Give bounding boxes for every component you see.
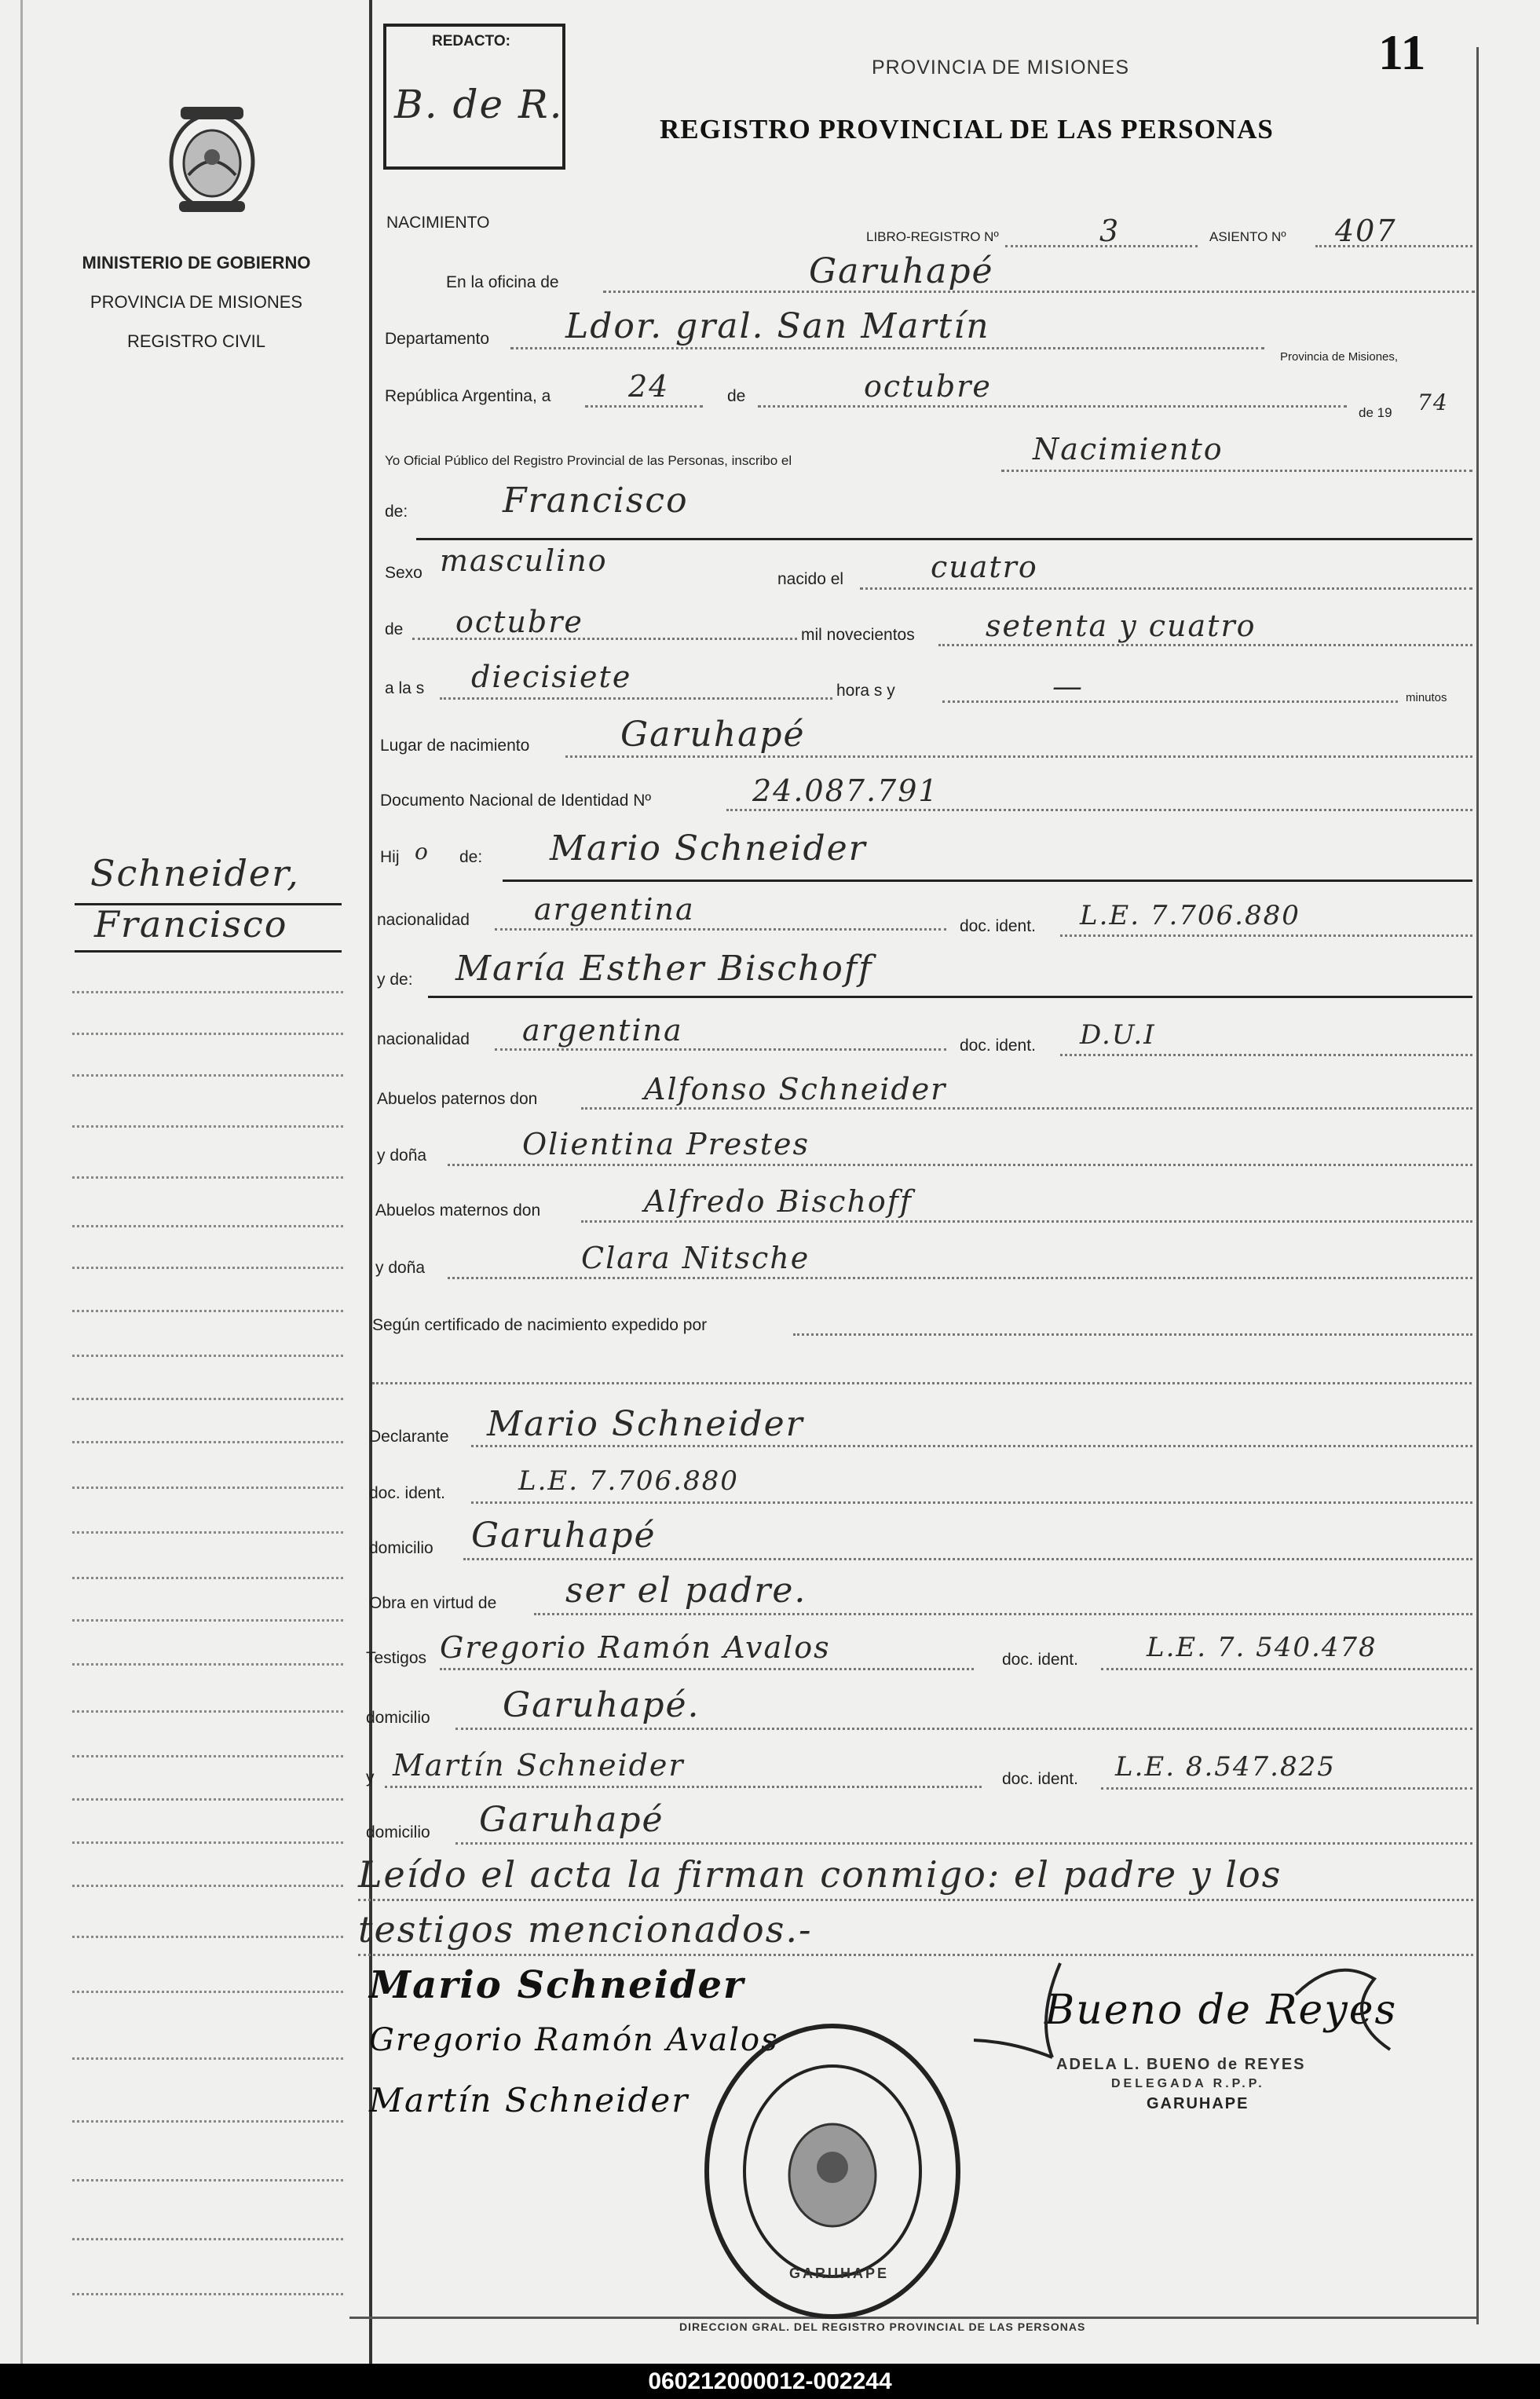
coat-of-arms-icon [157,101,267,218]
abmat-line [581,1220,1472,1223]
anio-label: de 19 [1359,405,1392,420]
segun-line-2 [372,1382,1472,1384]
doc2-label: doc. ident. [960,1037,1036,1055]
margin-line [72,1577,343,1579]
obra-line [534,1613,1472,1615]
dom2-line [455,1728,1472,1730]
abpat-line [581,1107,1472,1110]
obra-label: Obra en virtud de [369,1594,497,1612]
nombre-value: Francisco [503,481,689,521]
sexo-label: Sexo [385,564,422,582]
lugar-value: Garuhapé [620,715,806,755]
leido-line-2: testigos mencionados.- [358,1908,813,1951]
testigos-label: Testigos [366,1649,427,1667]
tdoc2-label: doc. ident. [1002,1770,1078,1788]
oficina-label: En la oficina de [446,273,559,291]
dom2-value: Garuhapé. [503,1685,700,1725]
leido-dots-1 [358,1899,1473,1901]
margin-line [72,1225,343,1227]
margin-line [72,1398,343,1400]
leido-line-1: Leído el acta la firman conmigo: el padre y los [358,1853,1282,1896]
seal-bottom-text: GARUHAPE [789,2266,890,2281]
de2-label: de: [385,503,408,521]
y-label: y [366,1768,375,1786]
margin-line [72,2238,343,2240]
margin-line [72,1310,343,1312]
nac2-label: nacionalidad [377,1030,470,1048]
hora-line [440,697,832,700]
left-spine-line [20,0,23,2364]
margin-line [72,1033,343,1035]
margin-line [72,2293,343,2295]
hijo-label-b: de: [459,848,483,866]
nacido-value: cuatro [931,550,1038,584]
header-registry: REGISTRO PROVINCIAL DE LAS PERSONAS [660,114,1274,144]
ydona1-label: y doña [377,1146,427,1165]
asiento-label: ASIENTO Nº [1209,229,1286,244]
dom1-line [463,1558,1472,1560]
nombre-line [416,538,1472,540]
hijo-label-a: Hij [380,848,400,866]
doc1-label: doc. ident. [960,917,1036,935]
de-label: de [727,387,746,405]
ydona1-value: Olientina Prestes [522,1127,810,1161]
decdoc-line [471,1501,1472,1504]
margin-line [72,1798,343,1801]
decdoc-value: L.E. 7.706.880 [518,1465,739,1497]
departamento-label: Departamento [385,330,490,348]
madre-value: María Esther Bischoff [455,949,873,989]
decdoc-label: doc. ident. [369,1484,445,1502]
margin-line [72,1355,343,1357]
oficina-value: Garuhapé [809,251,994,291]
ministry-line1: MINISTERIO DE GOBIERNO [82,253,311,272]
yde-label: y de: [377,971,413,989]
minutos-value: — [1052,669,1084,704]
doc1-line [1060,934,1472,937]
margin-line [72,1487,343,1489]
margin-line [72,1710,343,1713]
header-province: PROVINCIA DE MISIONES [872,57,1130,79]
column-divider [369,0,372,2364]
dom1-value: Garuhapé [471,1516,657,1556]
abmat-label: Abuelos maternos don [375,1201,541,1220]
declarante-label: Declarante [369,1428,449,1446]
doc1-value: L.E. 7.706.880 [1080,900,1300,931]
departamento-line [510,347,1264,349]
dia-line [585,405,703,408]
official-signature: Bueno de Reyes [1044,1987,1398,2034]
margin-surname: Schneider, [90,852,300,894]
libro-label: LIBRO-REGISTRO Nº [866,229,999,244]
official-signature-stroke-icon [966,1947,1437,2073]
mil-line [938,644,1472,646]
hora-label-b: hora s y [836,682,895,700]
obra-value: ser el padre. [565,1571,807,1611]
margin-line [72,2057,343,2060]
abpat-value: Alfonso Schneider [644,1072,947,1106]
nac2-value: argentina [522,1013,683,1048]
oficial-value: Nacimiento [1033,432,1224,466]
lugar-label: Lugar de nacimiento [380,737,530,755]
mes-value: octubre [864,369,992,404]
ydona2-line [448,1277,1472,1279]
signature-witness-1: Gregorio Ramón Avalos [369,2022,779,2058]
nac1-value: argentina [534,892,695,927]
dom1-label: domicilio [369,1539,433,1557]
ydona2-value: Clara Nitsche [581,1241,810,1275]
margin-line [72,1531,343,1534]
tdoc1-line [1101,1668,1472,1670]
dom3-value: Garuhapé [479,1800,664,1840]
margin-line [72,991,343,993]
mes-line [758,405,1347,408]
dom3-label: domicilio [366,1823,430,1841]
official-title-stamp: DELEGADA R.P.P. [1111,2077,1265,2090]
oficial-line [1001,470,1472,472]
provincia-label: Provincia de Misiones, [1280,350,1399,364]
ministry-line2: PROVINCIA DE MISIONES [90,292,303,312]
mil-label: mil novecientos [801,626,915,644]
hora-value: diecisiete [471,660,632,694]
sexo-value: masculino [440,543,608,578]
nac2-line [495,1048,946,1051]
testigo2-line [385,1786,982,1788]
mes2-value: octubre [455,605,583,639]
dia-value: 24 [628,369,670,404]
minutos-line [942,700,1398,703]
signature-witness-2: Martín Schneider [369,2081,690,2119]
page-number: 11 [1378,24,1426,80]
margin-line [72,1074,343,1077]
dni-value: 24.087.791 [752,773,939,808]
redacto-initials: B. de R. [394,82,564,127]
declarante-line [471,1445,1472,1447]
hijo-suffix: o [415,839,430,865]
oficina-line [603,291,1475,293]
margin-line [72,1441,343,1443]
redacto-label: REDACTO: [432,33,510,49]
doc2-line [1060,1054,1472,1056]
nacimiento-label: NACIMIENTO [386,214,490,232]
padre-value: Mario Schneider [550,828,867,869]
testigo1-line [440,1668,974,1670]
margin-line [72,1176,343,1179]
nacido-label: nacido el [777,570,844,588]
nac1-line [495,928,946,931]
lugar-line [565,755,1472,758]
redacto-box [383,24,565,170]
testigo1-value: Gregorio Ramón Avalos [440,1630,831,1665]
abpat-label: Abuelos paternos don [377,1090,538,1108]
mil-value: setenta y cuatro [986,609,1257,643]
margin-line [72,1841,343,1844]
dom2-label: domicilio [366,1709,430,1727]
margin-given-name: Francisco [94,903,288,945]
ydona1-line [448,1164,1472,1166]
margin-line [72,1619,343,1622]
padre-line [503,880,1472,882]
official-place-stamp: GARUHAPE [1147,2095,1249,2112]
margin-underline-2 [75,950,342,953]
anio-value: 74 [1417,389,1449,415]
oficial-label: Yo Oficial Público del Registro Provincial de las Personas, inscribo el [385,453,792,468]
tdoc2-value: L.E. 8.547.825 [1115,1751,1336,1783]
madre-line [428,996,1472,998]
footer-code: 060212000012-002244 [0,2364,1540,2399]
segun-label: Según certificado de nacimiento expedido por [372,1316,708,1334]
segun-line-1 [793,1333,1472,1336]
tdoc1-value: L.E. 7. 540.478 [1147,1632,1377,1663]
right-border-line [1476,47,1479,2324]
nac1-label: nacionalidad [377,911,470,929]
margin-line [72,1663,343,1666]
minutos-label: minutos [1406,691,1447,704]
dni-line [726,809,1472,811]
margin-line [72,1936,343,1938]
signature-father: Mario Schneider [369,1963,745,2007]
ministry-line3: REGISTRO CIVIL [126,331,266,351]
ministry-block [47,243,346,361]
libro-value: 3 [1099,214,1121,248]
official-name-stamp: ADELA L. BUENO de REYES [1056,2056,1306,2073]
margin-line [72,1991,343,1993]
margin-line [72,1267,343,1269]
dom3-line [455,1842,1472,1845]
republica-label: República Argentina, a [385,387,551,405]
seal-ring-text: DIRECCION GRAL. DEL REGISTRO PROVINCIAL DE LAS PERSONAS [679,2320,1086,2333]
hora-label-a: a la s [385,679,425,697]
tdoc1-label: doc. ident. [1002,1651,1078,1669]
departamento-value: Ldor. gral. San Martín [565,306,990,346]
nacido-line [860,587,1472,590]
doc2-value: D.U.I [1080,1019,1156,1051]
asiento-value: 407 [1335,214,1397,248]
abmat-value: Alfredo Bischoff [644,1184,913,1219]
de3-label: de [385,620,404,638]
tdoc2-line [1101,1787,1472,1790]
margin-line [72,1755,343,1757]
dni-label: Documento Nacional de Identidad Nº [380,792,652,810]
ydona2-label: y doña [375,1259,426,1277]
margin-line [72,2179,343,2181]
declarante-value: Mario Schneider [487,1404,804,1444]
margin-line [72,2120,343,2123]
margin-line [72,1125,343,1128]
testigo2-value: Martín Schneider [393,1748,685,1783]
margin-line [72,1885,343,1887]
